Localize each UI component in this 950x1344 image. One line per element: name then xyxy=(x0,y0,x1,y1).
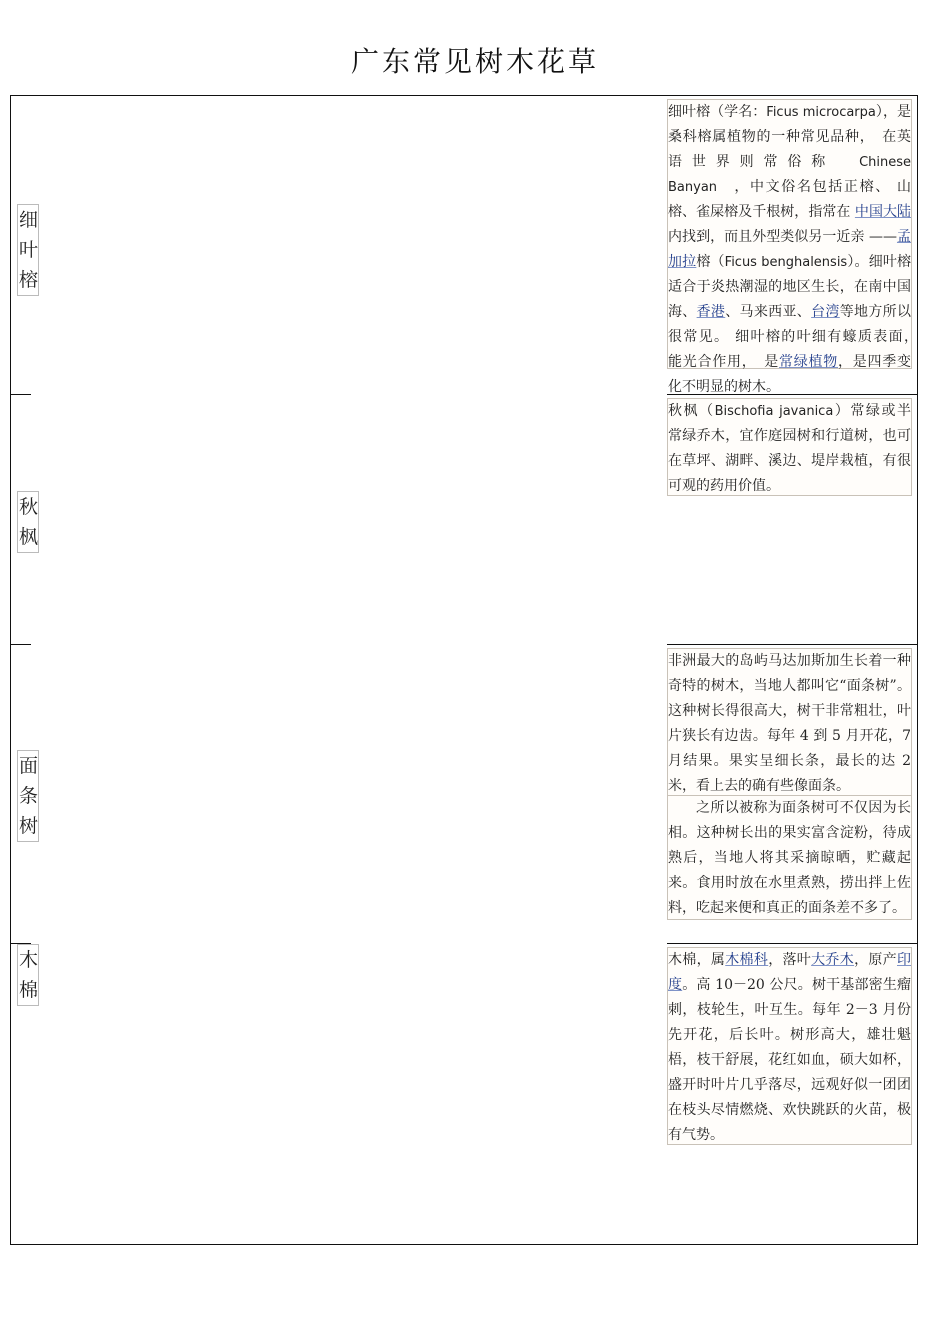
latin-name: Ficus microcarpa xyxy=(766,105,876,120)
link-india[interactable]: 印度 xyxy=(668,952,911,993)
text-run: 秋枫（ xyxy=(668,403,715,419)
text-run: 内找到，而且外型类似另一近亲 —— xyxy=(668,229,897,245)
description-text xyxy=(668,100,925,400)
tree-name-char: 枫 xyxy=(19,526,39,548)
description-text: 之所以被称为面条树可不仅因为长相。这种树长出的果实富含淀粉，待成熟后，当地人将其采摘晾晒，贮藏起来。食用时放在水里煮熟，捞出拌上佐料，吃起来便和真正的面条差不多了。 xyxy=(668,800,911,916)
text-run: ，原产 xyxy=(854,952,897,968)
description-text: 非洲最大的岛屿马达加斯加生长着一种奇特的树木，当地人都叫它“面条树”。这种树长得很高大，树干非常粗壮，叶片狭长有边齿。每年 4 到 5 月开花，7 月结果。果实呈细长条，最长的达 2 米，看上去的确有些像面条。 xyxy=(668,653,911,794)
latin-name: Ficus benghalensis xyxy=(724,255,848,270)
tree-description xyxy=(667,99,925,395)
tree-name-label xyxy=(17,944,39,1006)
link-bombacaceae[interactable]: 木棉科 xyxy=(725,952,769,968)
text-run: ，落叶 xyxy=(768,952,812,968)
latin-name: Chinese Banyan xyxy=(668,155,911,195)
tree-description xyxy=(667,398,912,496)
link-bengal[interactable]: 孟加拉 xyxy=(668,229,912,270)
tree-name-label xyxy=(17,491,39,553)
tree-row-noodle-tree xyxy=(11,645,917,943)
text-run: ）。细叶榕适合于炎热潮湿的地区生长，在南中国海、 xyxy=(668,254,912,320)
description-text xyxy=(668,399,911,499)
tree-name-char: 细 xyxy=(19,209,39,231)
tree-description xyxy=(667,947,912,1145)
latin-name: Bischofia javanica xyxy=(714,404,834,419)
description-text xyxy=(668,948,911,1148)
tree-name-char: 秋 xyxy=(19,496,39,518)
link-large-tree[interactable]: 大乔木 xyxy=(811,952,855,968)
link-hong-kong[interactable]: 香港 xyxy=(696,304,726,320)
text-run: 、马来西亚、 xyxy=(725,304,812,320)
tree-row-banyan xyxy=(11,96,925,395)
tree-name-label xyxy=(17,750,39,842)
text-run: 木棉，属 xyxy=(668,952,726,968)
page-title: 广东常见树木花草 xyxy=(350,45,599,78)
text-run: ，中文俗名包括正榕、 山榕、雀屎榕及千根树，指常在 xyxy=(668,179,911,220)
tree-table xyxy=(10,95,925,1245)
tree-name-char: 棉 xyxy=(19,979,39,1001)
tree-row-bishop-wood xyxy=(11,395,917,644)
tree-name-char: 叶 xyxy=(19,239,39,261)
tree-name-char: 条 xyxy=(19,785,39,807)
text-run: 细叶榕（学名： xyxy=(668,104,767,120)
tree-name-char: 面 xyxy=(19,755,39,777)
text-run: ），是桑科榕属植物的一种常见品种， 在英语世界则常俗称 xyxy=(668,104,911,170)
tree-description xyxy=(667,648,912,796)
tree-name-char: 木 xyxy=(19,949,39,971)
text-run: 。高 10－20 公尺。树干基部密生瘤刺，枝轮生，叶互生。每年 2－3 月份先开花，后长叶。树形高大，雄壮魁梧，枝干舒展，花红如血，硕大如杯，盛开时叶片几乎落尽，远观好似一团团在枝头尽情燃烧、欢快跳跃的火苗，极有气势。 xyxy=(668,977,912,1143)
tree-description-continued xyxy=(667,795,912,920)
text-run: ，是四季变化不明显的树木。 xyxy=(668,354,911,395)
tree-name-label xyxy=(17,204,39,296)
link-mainland-china[interactable]: 中国大陆 xyxy=(854,204,912,220)
text-run: ）常绿或半常绿乔木，宜作庭园树和行道树，也可在草坪、湖畔、溪边、堤岸栽植，有很可观的药用价值。 xyxy=(668,403,912,494)
link-evergreen[interactable]: 常绿植物 xyxy=(779,354,838,370)
text-run: 等地方所以很常见。 细叶榕的叶细有蠔质表面， 能光合作用， 是 xyxy=(668,304,925,370)
text-run: 榕（ xyxy=(696,254,725,270)
link-taiwan[interactable]: 台湾 xyxy=(811,304,840,320)
tree-name-char: 树 xyxy=(19,815,39,837)
tree-row-kapok xyxy=(11,944,917,1244)
tree-name-char: 榕 xyxy=(19,269,39,291)
